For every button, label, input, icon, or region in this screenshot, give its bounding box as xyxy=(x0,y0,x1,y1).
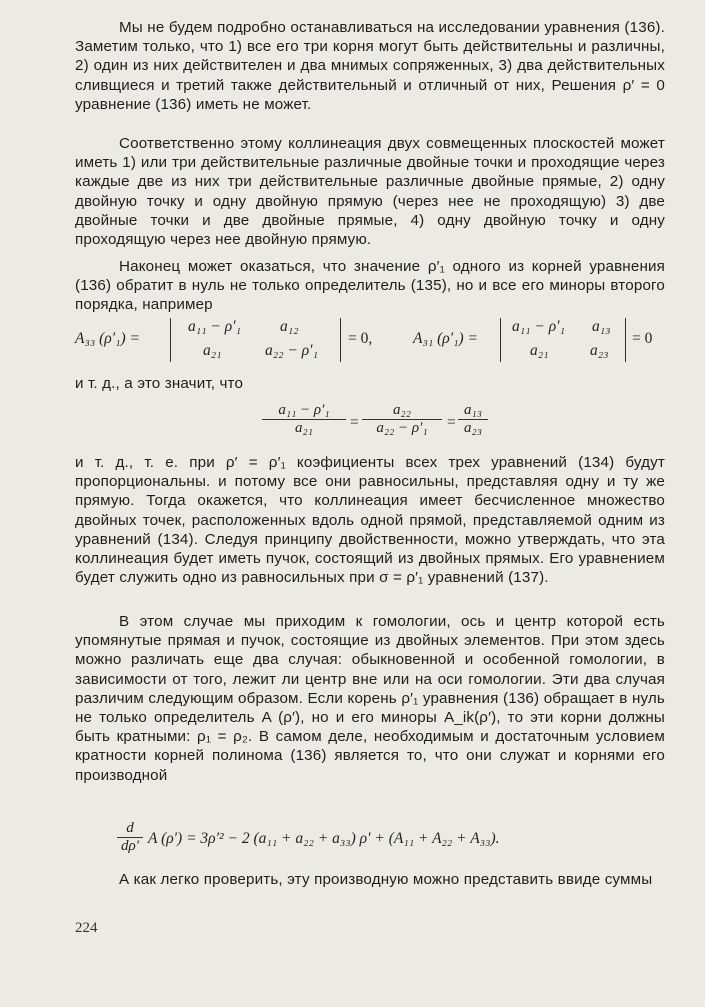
determinant-bar-right xyxy=(340,318,341,362)
matrix-2-r2c2: a₂₃ xyxy=(590,342,609,359)
fraction-1 xyxy=(262,402,346,437)
equals-zero-2: = 0 xyxy=(632,330,653,347)
minor-a31-lhs: A₃₁ (ρ′₁) = xyxy=(413,330,478,347)
equals-sign-1: = xyxy=(350,414,359,431)
fraction-2 xyxy=(362,402,442,437)
matrix-1-r2c2: a₂₂ − ρ′₁ xyxy=(265,342,318,359)
derivative-expression: A (ρ′) = 3ρ′² − 2 (a₁₁ + a₂₂ + a₃₃) ρ′ + (A₁₁ + A₂₂ + A₃₃). xyxy=(148,830,500,847)
fraction-2-numerator: a₂₂ xyxy=(393,402,411,418)
derivative-operator xyxy=(117,820,143,855)
paragraph-4: и т. д., а это значит, что xyxy=(75,375,244,392)
paragraph-1: Мы не будем подробно останавливаться на исследовании уравнения (136). Заметим только, что 1) все его три корня могут быть действительны и различны, 2) один из них действителен и два мнимых сопряженных, 3) два действительных сливщиеся и третий также действительный и отличный от них, Решения ρ′ = 0 уравнение (136) иметь не может. xyxy=(75,19,665,113)
fraction-3 xyxy=(458,402,488,437)
paragraph-3: Наконец может оказаться, что значение ρ′₁ одного из корней уравнения (136) обратит в нуль не только определитель (135), но и все его миноры второго порядка, например xyxy=(75,258,665,314)
derivative-numerator: d xyxy=(126,820,134,836)
matrix-2-r1c1: a₁₁ − ρ′₁ xyxy=(512,318,565,335)
matrix-1-r2c1: a₂₁ xyxy=(203,342,222,359)
matrix-1-r1c1: a₁₁ − ρ′₁ xyxy=(188,318,241,335)
determinant-bar-left xyxy=(500,318,501,362)
fraction-3-denominator: a₂₃ xyxy=(458,419,488,437)
matrix-2-r1c2: a₁₃ xyxy=(592,318,611,335)
paragraph-5: и т. д., т. е. при ρ′ = ρ′₁ коэфициенты всех трех уравнений (134) будут пропорциональны. и потому все они равносильны, представляя одну и ту же прямую. Тогда окажется, что коллинеация имеет бесчисленное множество двойных точек, расположенных вдоль одной прямой, представляемой одним из уравнений (134). Следуя принципу двойственности, можно утверждать, что эта коллинеация будет иметь пучок, состоящий из двойных прямых. Его уравнением будет служить одно из равносильных при σ = ρ′₁ уравнений (137). xyxy=(75,454,665,587)
fraction-2-denominator: a₂₂ − ρ′₁ xyxy=(362,419,442,437)
equals-zero-1: = 0, xyxy=(348,330,373,347)
paragraph-2: Соответственно этому коллинеация двух совмещенных плоскостей может иметь 1) или три действительные различные двойные точки и проходящие через каждые две из них три действительные различные двойные прямые, 2) одну двойную точку и одну двойную прямую (через нее не проходящую) 3) две двойные точки и две двойные прямые, 4) одну двойную точку и одну проходящую через нее двойную прямую. xyxy=(75,135,665,249)
determinant-bar-right xyxy=(625,318,626,362)
equals-sign-2: = xyxy=(447,414,456,431)
fraction-3-numerator: a₁₃ xyxy=(464,402,482,418)
paragraph-6: В этом случае мы приходим к гомологии, ось и центр которой есть упомянутые прямая и пучок, состоящие из двойных элементов. При этом здесь можно различать еще два случая: обыкновенной и особенной гомологии, в зависимости от того, лежит ли центр вне или на оси гомологии. Эти два случая различим следующим образом. Если корень ρ′₁ уравнения (136) обращает в нуль не только определитель A (ρ′), но и его миноры A_ik(ρ′), то эти корни должны быть кратными: ρ₁ = ρ₂. В самом деле, необходимым и достаточным условием кратности корней полинома (136) является то, что они служат и корнями его производной xyxy=(75,613,665,784)
paragraph-7: А как легко проверить, эту производную можно представить ввиде суммы xyxy=(119,871,653,888)
fraction-1-denominator: a₂₁ xyxy=(262,419,346,437)
matrix-1-r1c2: a₁₂ xyxy=(280,318,299,335)
minor-a33-lhs: A₃₃ (ρ′₁) = xyxy=(75,330,140,347)
determinant-bar-left xyxy=(170,318,171,362)
derivative-denominator: dρ′ xyxy=(117,837,143,855)
page-number: 224 xyxy=(75,920,98,936)
fraction-1-numerator: a₁₁ − ρ′₁ xyxy=(278,402,330,418)
matrix-2-r2c1: a₂₁ xyxy=(530,342,549,359)
